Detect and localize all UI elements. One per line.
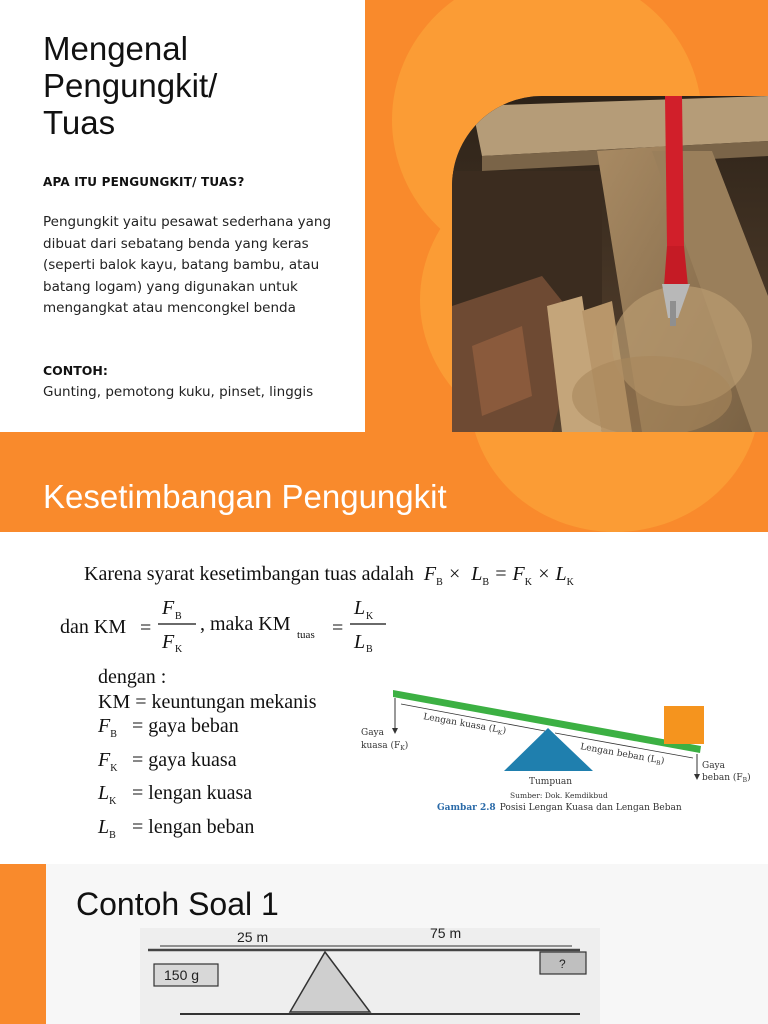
km-fractions	[140, 592, 400, 656]
source-label: Sumber: Dok. Kemdikbud	[510, 791, 608, 800]
def-symbol	[98, 748, 132, 782]
gaya-kuasa-sub: K	[400, 745, 405, 752]
gaya-beban-text: beban (F	[702, 773, 743, 783]
lengan-beban-sub: B	[655, 759, 661, 768]
crowbar-photo	[452, 96, 768, 432]
tuas-subscript: tuas	[297, 629, 315, 641]
sym-letter: F	[98, 715, 111, 737]
sym-sub: K	[110, 762, 118, 774]
sym-sub: B	[110, 729, 117, 740]
sym-letter: F	[98, 748, 111, 771]
tumpuan-label: Tumpuan	[529, 777, 573, 787]
definition-paragraph: Pengungkit yaitu pesawat sederhana yang dibuat dari sebatang benda yang keras (seperti balok kayu, batang bambu, atau batang logam) yang digunakan untuk mengangkat atau mencongkel benda	[43, 214, 332, 316]
gaya-kuasa-text: kuasa (F	[361, 741, 401, 751]
formula-equilibrium	[84, 563, 574, 588]
def-symbol: KM	[98, 690, 131, 713]
caption-text: Posisi Lengan Kuasa dan Lengan Beban	[499, 803, 682, 813]
orange-stripe	[0, 864, 46, 1024]
svg-text:Lengan beban (LB): Lengan beban $(L_B)$	[579, 742, 666, 768]
svg-text:F: F	[162, 631, 175, 653]
lever-diagram	[355, 686, 768, 816]
gaya-beban-sub: B	[742, 777, 748, 784]
sym-sub: B	[109, 829, 116, 841]
load-box	[664, 706, 704, 744]
def-row	[98, 714, 316, 748]
svg-text:kuasa (FK): kuasa $(F_K)$	[361, 741, 409, 752]
def-text: = gaya kuasa	[132, 748, 237, 771]
slide-title: Kesetimbangan Pengungkit	[43, 478, 447, 515]
svg-text:=: =	[140, 617, 152, 639]
slide-title	[43, 30, 343, 141]
def-text: = lengan beban	[132, 815, 255, 838]
def-row	[98, 815, 316, 849]
lengan-kuasa-sub: K	[496, 729, 503, 737]
sym-sub: K	[109, 796, 117, 807]
example-label: CONTOH:	[43, 363, 108, 378]
title-line: Pengungkit/	[43, 67, 218, 104]
svg-text:K: K	[175, 644, 183, 655]
slide-example	[0, 864, 768, 1024]
svg-text:Lengan kuasa (LK): Lengan kuasa $(L_K)$	[422, 712, 507, 737]
svg-text:L: L	[354, 631, 366, 653]
def-text: = lengan kuasa	[132, 782, 253, 804]
gaya-kuasa-label: Gaya	[361, 728, 385, 738]
formula-intro: Karena syarat kesetimbangan tuas adalah	[84, 563, 414, 585]
formula-expr: $F_B \times L_B = F_K \times L_K$	[418, 563, 574, 588]
def-row	[98, 781, 316, 815]
title-band	[0, 432, 768, 532]
example-lever-diagram	[140, 928, 600, 1024]
mass-right-label: ?	[559, 957, 566, 971]
decor-blob	[470, 432, 760, 532]
caption-bold: Gambar 2.8	[437, 803, 496, 813]
svg-text:L: L	[354, 597, 366, 619]
lengan-kuasa-label: Lengan kuasa (L	[422, 712, 499, 736]
dist-right-label: 75 m	[430, 928, 462, 941]
def-text: = gaya beban	[132, 715, 239, 737]
subheading: APA ITU PENGUNGKIT/ TUAS?	[43, 175, 245, 189]
def-text: = keuntungan mekanis	[135, 690, 317, 713]
svg-text:beban (FB): beban $(F_B)$	[702, 773, 751, 784]
mass-left-label: 150 g	[164, 967, 200, 983]
dengan-label: dengan :	[98, 666, 167, 688]
crowbar-photo-illustration	[452, 96, 768, 432]
svg-text:F: F	[162, 597, 175, 619]
slide-intro	[0, 0, 768, 432]
svg-text:=: =	[332, 617, 344, 639]
svg-text:B: B	[175, 611, 182, 622]
slide-title: Contoh Soal 1	[76, 886, 279, 922]
svg-text:B: B	[366, 644, 373, 655]
title-line: Tuas	[43, 104, 116, 141]
dan-km-label: dan KM	[60, 616, 127, 638]
svg-text:K: K	[366, 611, 374, 622]
title-line: Mengenal	[43, 30, 188, 67]
def-row	[98, 690, 316, 715]
maka-km-label: , maka KM	[200, 613, 291, 635]
def-symbol	[98, 815, 132, 849]
def-symbol	[98, 714, 132, 748]
example-text: Gunting, pemotong kuku, pinset, linggis	[43, 384, 314, 400]
sym-letter: L	[98, 815, 110, 838]
dist-left-label: 25 m	[237, 929, 269, 945]
lengan-beban-label: Lengan beban (L	[579, 742, 658, 766]
def-row	[98, 748, 316, 782]
gaya-beban-label: Gaya	[702, 761, 726, 771]
sym-letter: L	[98, 782, 110, 804]
svg-text:Gambar 2.8Posisi Lengan Kuasa	[437, 803, 682, 813]
def-symbol	[98, 781, 132, 815]
formula-km	[60, 616, 126, 639]
definitions-list	[98, 665, 316, 848]
